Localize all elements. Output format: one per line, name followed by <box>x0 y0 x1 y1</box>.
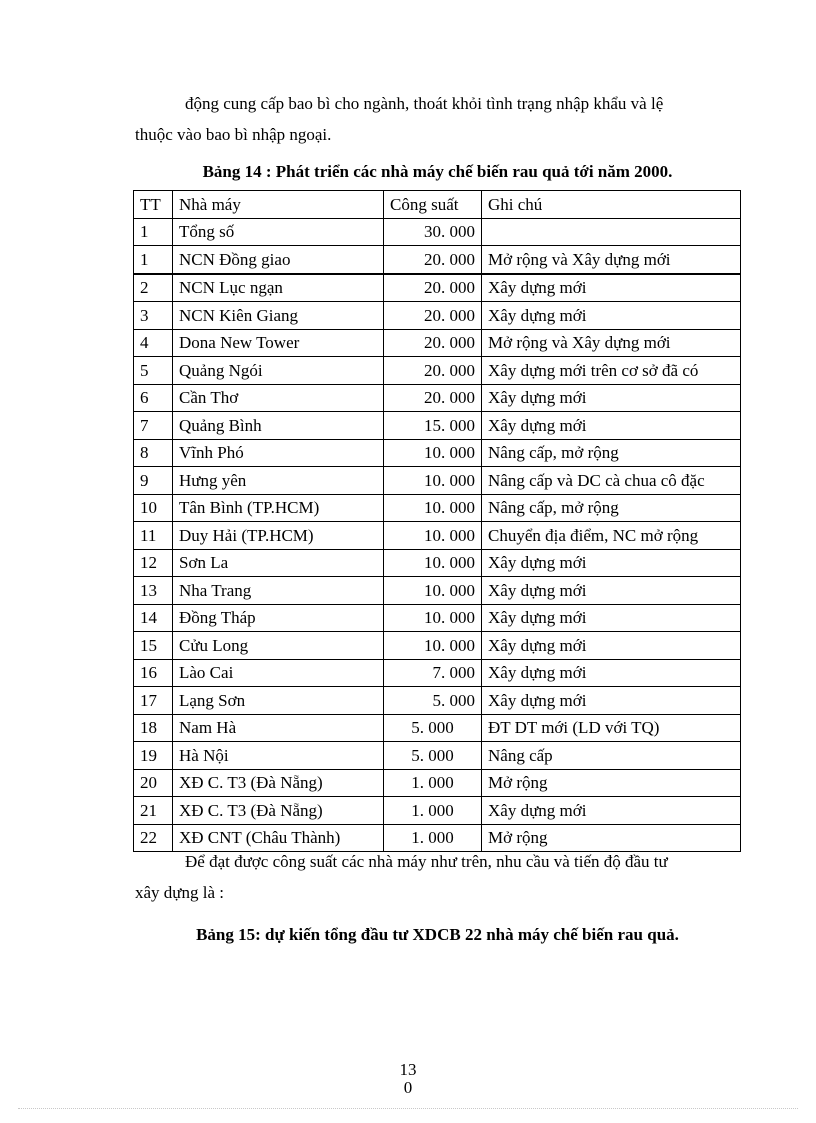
cell-capacity: 10. 000 <box>384 632 482 660</box>
paragraph-line: Để đạt được công suất các nhà máy như trên, nhu cầu và tiến độ đầu tư <box>185 852 668 871</box>
cell-notes: Xây dựng mới <box>482 632 741 660</box>
table-row <box>134 687 741 715</box>
page-number <box>0 1061 816 1097</box>
cell-plant: NCN Đồng giao <box>173 246 384 274</box>
cell-tt: 20 <box>134 769 173 797</box>
table-body <box>134 218 741 852</box>
table-row <box>134 604 741 632</box>
cell-capacity: 10. 000 <box>384 604 482 632</box>
cell-tt: 5 <box>134 357 173 385</box>
header-capacity: Công suất <box>384 191 482 219</box>
cell-capacity: 20. 000 <box>384 329 482 357</box>
cell-tt: 2 <box>134 274 173 302</box>
cell-notes: Nâng cấp, mở rộng <box>482 494 741 522</box>
cell-notes: Mở rộng <box>482 824 741 852</box>
header-notes: Ghi chú <box>482 191 741 219</box>
cell-capacity: 1. 000 <box>384 797 482 825</box>
page-bottom-border <box>18 1108 798 1109</box>
paragraph-line: thuộc vào bao bì nhập ngoại. <box>135 125 332 144</box>
cell-plant: NCN Lục ngạn <box>173 274 384 302</box>
cell-capacity: 20. 000 <box>384 246 482 274</box>
cell-tt: 22 <box>134 824 173 852</box>
table-row <box>134 577 741 605</box>
cell-tt: 13 <box>134 577 173 605</box>
cell-plant: Lạng Sơn <box>173 687 384 715</box>
cell-notes: Mở rộng <box>482 769 741 797</box>
cell-capacity: 7. 000 <box>384 659 482 687</box>
plants-table <box>133 190 741 852</box>
cell-notes: Xây dựng mới trên cơ sở đã có <box>482 357 741 385</box>
cell-notes: Xây dựng mới <box>482 302 741 330</box>
paragraph-investment <box>135 846 740 908</box>
cell-capacity: 15. 000 <box>384 412 482 440</box>
table-row <box>134 384 741 412</box>
cell-plant: XĐ C. T3 (Đà Nẵng) <box>173 797 384 825</box>
cell-notes: Nâng cấp và DC cà chua cô đặc <box>482 467 741 495</box>
table-row <box>134 522 741 550</box>
page-number-line: 13 <box>399 1060 417 1079</box>
table-row <box>134 714 741 742</box>
cell-capacity: 20. 000 <box>384 384 482 412</box>
cell-plant: Nam Hà <box>173 714 384 742</box>
table-row <box>134 549 741 577</box>
cell-notes: Xây dựng mới <box>482 797 741 825</box>
table-14-caption: Bảng 14 : Phát triển các nhà máy chế biến rau quả tới năm 2000. <box>202 162 673 181</box>
cell-tt: 4 <box>134 329 173 357</box>
cell-tt: 18 <box>134 714 173 742</box>
cell-tt: 9 <box>134 467 173 495</box>
table-15-caption: Bảng 15: dự kiến tổng đầu tư XDCB 22 nhà máy chế biến rau quả. <box>196 925 679 944</box>
cell-notes: Xây dựng mới <box>482 687 741 715</box>
cell-plant: Sơn La <box>173 549 384 577</box>
cell-notes: Xây dựng mới <box>482 604 741 632</box>
cell-notes: Mở rộng và Xây dựng mới <box>482 246 741 274</box>
cell-plant: Cần Thơ <box>173 384 384 412</box>
cell-plant: Lào Cai <box>173 659 384 687</box>
table-header-row <box>134 191 741 219</box>
cell-plant: NCN Kiên Giang <box>173 302 384 330</box>
cell-tt: 6 <box>134 384 173 412</box>
cell-capacity: 10. 000 <box>384 522 482 550</box>
cell-tt: 8 <box>134 439 173 467</box>
cell-plant: Hưng yên <box>173 467 384 495</box>
cell-tt: 15 <box>134 632 173 660</box>
cell-plant: Cửu Long <box>173 632 384 660</box>
cell-plant: Duy Hải (TP.HCM) <box>173 522 384 550</box>
cell-plant: Dona New Tower <box>173 329 384 357</box>
cell-capacity: 20. 000 <box>384 357 482 385</box>
cell-plant: Tân Bình (TP.HCM) <box>173 494 384 522</box>
cell-plant: Quảng Ngói <box>173 357 384 385</box>
paragraph-line: động cung cấp bao bì cho ngành, thoát khỏi tình trạng nhập khẩu và lệ <box>185 94 664 113</box>
cell-plant: Quảng Bình <box>173 412 384 440</box>
cell-capacity: 10. 000 <box>384 494 482 522</box>
table-row <box>134 274 741 302</box>
table-row <box>134 412 741 440</box>
cell-plant: XĐ CNT (Châu Thành) <box>173 824 384 852</box>
cell-tt: 10 <box>134 494 173 522</box>
cell-notes: Xây dựng mới <box>482 384 741 412</box>
cell-plant: Nha Trang <box>173 577 384 605</box>
paragraph-line: xây dựng là : <box>135 883 225 902</box>
table-row <box>134 494 741 522</box>
table-row <box>134 632 741 660</box>
header-plant: Nhà máy <box>173 191 384 219</box>
cell-tt: 16 <box>134 659 173 687</box>
cell-capacity: 1. 000 <box>384 824 482 852</box>
cell-plant: Hà Nội <box>173 742 384 770</box>
page-number-line: 0 <box>403 1078 413 1097</box>
cell-plant: Đồng Tháp <box>173 604 384 632</box>
cell-notes: Xây dựng mới <box>482 659 741 687</box>
cell-tt: 7 <box>134 412 173 440</box>
cell-tt: 12 <box>134 549 173 577</box>
cell-notes: ĐT DT mới (LD với TQ) <box>482 714 741 742</box>
table-row <box>134 797 741 825</box>
cell-capacity: 5. 000 <box>384 742 482 770</box>
cell-capacity: 5. 000 <box>384 687 482 715</box>
cell-notes: Xây dựng mới <box>482 412 741 440</box>
table-row <box>134 357 741 385</box>
table-row <box>134 769 741 797</box>
cell-tt: 17 <box>134 687 173 715</box>
cell-notes: Xây dựng mới <box>482 274 741 302</box>
cell-notes: Chuyển địa điểm, NC mở rộng <box>482 522 741 550</box>
cell-tt: 14 <box>134 604 173 632</box>
paragraph-intro <box>135 88 740 150</box>
cell-plant: Tổng số <box>173 218 384 246</box>
cell-tt: 11 <box>134 522 173 550</box>
table-row <box>134 302 741 330</box>
cell-capacity: 10. 000 <box>384 549 482 577</box>
cell-capacity: 10. 000 <box>384 439 482 467</box>
cell-tt: 1 <box>134 218 173 246</box>
cell-tt: 1 <box>134 246 173 274</box>
cell-notes: Nâng cấp <box>482 742 741 770</box>
cell-capacity: 20. 000 <box>384 274 482 302</box>
cell-notes: Xây dựng mới <box>482 549 741 577</box>
cell-capacity: 10. 000 <box>384 467 482 495</box>
cell-capacity: 20. 000 <box>384 302 482 330</box>
cell-tt: 21 <box>134 797 173 825</box>
cell-notes: Mở rộng và Xây dựng mới <box>482 329 741 357</box>
cell-notes: Nâng cấp, mở rộng <box>482 439 741 467</box>
cell-notes <box>482 218 741 246</box>
header-tt: TT <box>134 191 173 219</box>
cell-plant: XĐ C. T3 (Đà Nẵng) <box>173 769 384 797</box>
cell-capacity: 10. 000 <box>384 577 482 605</box>
cell-capacity: 5. 000 <box>384 714 482 742</box>
table-row <box>134 439 741 467</box>
cell-notes: Xây dựng mới <box>482 577 741 605</box>
table-row <box>134 246 741 274</box>
cell-capacity: 1. 000 <box>384 769 482 797</box>
cell-tt: 19 <box>134 742 173 770</box>
table-row <box>134 659 741 687</box>
table-row <box>134 742 741 770</box>
cell-plant: Vĩnh Phó <box>173 439 384 467</box>
table-row <box>134 467 741 495</box>
cell-tt: 3 <box>134 302 173 330</box>
cell-capacity: 30. 000 <box>384 218 482 246</box>
table-row <box>134 218 741 246</box>
table-row <box>134 329 741 357</box>
